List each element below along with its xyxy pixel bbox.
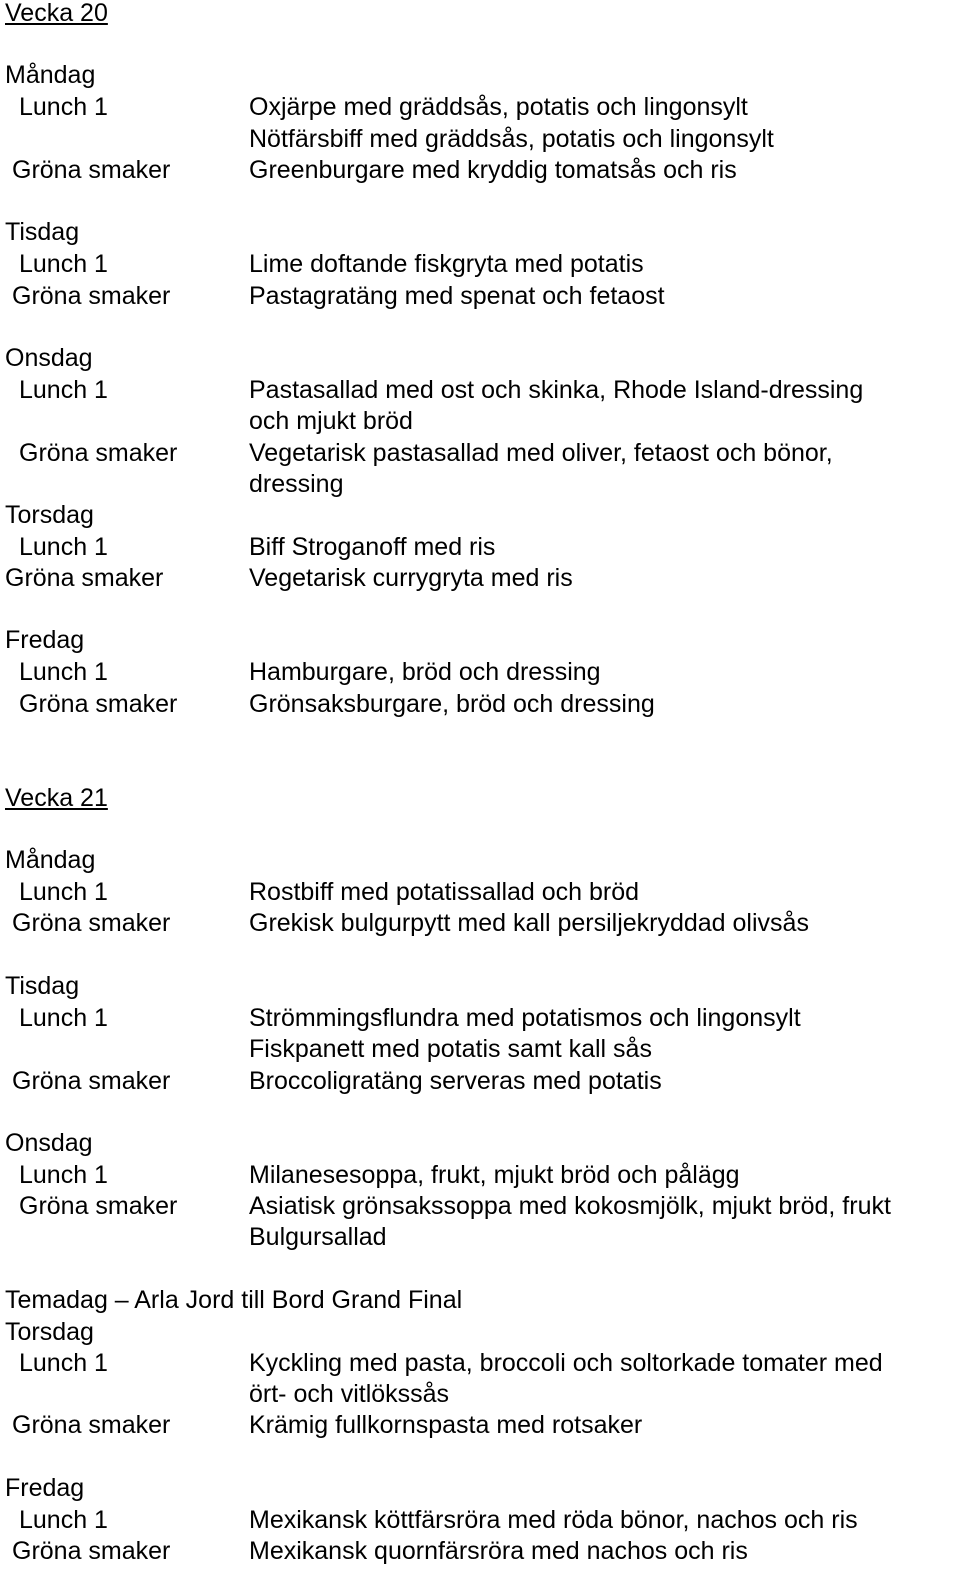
menu-item: Mexikansk köttfärsröra med röda bönor, nachos och ris: [249, 1506, 858, 1534]
menu-item: Broccoligratäng serveras med potatis: [249, 1067, 662, 1095]
menu-item: Milanesesoppa, frukt, mjukt bröd och pålägg: [249, 1161, 740, 1189]
menu-item: Mexikansk quornfärsröra med nachos och ris: [249, 1537, 748, 1565]
menu-item: Fiskpanett med potatis samt kall sås: [249, 1035, 652, 1063]
menu-item: Pastagratäng med spenat och fetaost: [249, 282, 665, 310]
menu-item: Biff Stroganoff med ris: [249, 533, 496, 561]
menu-item: Hamburgare, bröd och dressing: [249, 658, 601, 686]
menu-item: Vegetarisk currygryta med ris: [249, 564, 573, 592]
day-name-friday: Fredag: [5, 1474, 85, 1502]
menu-item: Greenburgare med kryddig tomatsås och ris: [249, 156, 737, 184]
menu-item: Rostbiff med potatissallad och bröd: [249, 878, 640, 906]
menu-item: Oxjärpe med gräddsås, potatis och lingonsylt: [249, 93, 748, 121]
meal-label-lunch: Lunch 1: [19, 250, 108, 278]
menu-item: Pastasallad med ost och skinka, Rhode Island-dressing: [249, 376, 864, 404]
theme-day-title: Temadag – Arla Jord till Bord Grand Final: [5, 1286, 463, 1314]
day-name-monday: Måndag: [5, 846, 96, 874]
day-name-monday: Måndag: [5, 61, 96, 89]
day-name-tuesday: Tisdag: [5, 218, 80, 246]
meal-label-green: Gröna smaker: [19, 1192, 178, 1220]
week-title: Vecka 20: [5, 0, 108, 27]
menu-item: dressing: [249, 470, 344, 498]
menu-item: Grönsaksburgare, bröd och dressing: [249, 690, 655, 718]
meal-label-lunch: Lunch 1: [19, 93, 108, 121]
day-name-wednesday: Onsdag: [5, 344, 93, 372]
menu-item: Strömmingsflundra med potatismos och lingonsylt: [249, 1004, 801, 1032]
meal-label-green: Gröna smaker: [12, 1067, 171, 1095]
meal-label-green: Gröna smaker: [19, 439, 178, 467]
meal-label-green: Gröna smaker: [12, 156, 171, 184]
day-name-friday: Fredag: [5, 626, 85, 654]
menu-item: Nötfärsbiff med gräddsås, potatis och lingonsylt: [249, 125, 774, 153]
menu-item: Bulgursallad: [249, 1223, 387, 1251]
day-name-wednesday: Onsdag: [5, 1129, 93, 1157]
day-name-tuesday: Tisdag: [5, 972, 80, 1000]
menu-item: Grekisk bulgurpytt med kall persiljekryddad olivsås: [249, 909, 809, 937]
meal-label-lunch: Lunch 1: [19, 658, 108, 686]
meal-label-lunch: Lunch 1: [19, 878, 108, 906]
meal-label-green: Gröna smaker: [12, 909, 171, 937]
week-title: Vecka 21: [5, 784, 108, 812]
meal-label-lunch: Lunch 1: [19, 1506, 108, 1534]
menu-item: Kyckling med pasta, broccoli och soltorkade tomater med: [249, 1349, 883, 1377]
menu-item: ört- och vitlökssås: [249, 1380, 450, 1408]
meal-label-lunch: Lunch 1: [19, 376, 108, 404]
meal-label-lunch: Lunch 1: [19, 1161, 108, 1189]
menu-item: Krämig fullkornspasta med rotsaker: [249, 1411, 643, 1439]
meal-label-green: Gröna smaker: [12, 282, 171, 310]
menu-item: Vegetarisk pastasallad med oliver, fetaost och bönor,: [249, 439, 833, 467]
meal-label-green: Gröna smaker: [12, 1537, 171, 1565]
meal-label-green: Gröna smaker: [5, 564, 164, 592]
meal-label-lunch: Lunch 1: [19, 533, 108, 561]
meal-label-green: Gröna smaker: [12, 1411, 171, 1439]
meal-label-green: Gröna smaker: [19, 690, 178, 718]
menu-item: och mjukt bröd: [249, 407, 413, 435]
day-name-thursday: Torsdag: [5, 1318, 94, 1346]
meal-label-lunch: Lunch 1: [19, 1349, 108, 1377]
meal-label-lunch: Lunch 1: [19, 1004, 108, 1032]
menu-item: Asiatisk grönsakssoppa med kokosmjölk, mjukt bröd, frukt: [249, 1192, 891, 1220]
day-name-thursday: Torsdag: [5, 501, 94, 529]
menu-item: Lime doftande fiskgryta med potatis: [249, 250, 644, 278]
